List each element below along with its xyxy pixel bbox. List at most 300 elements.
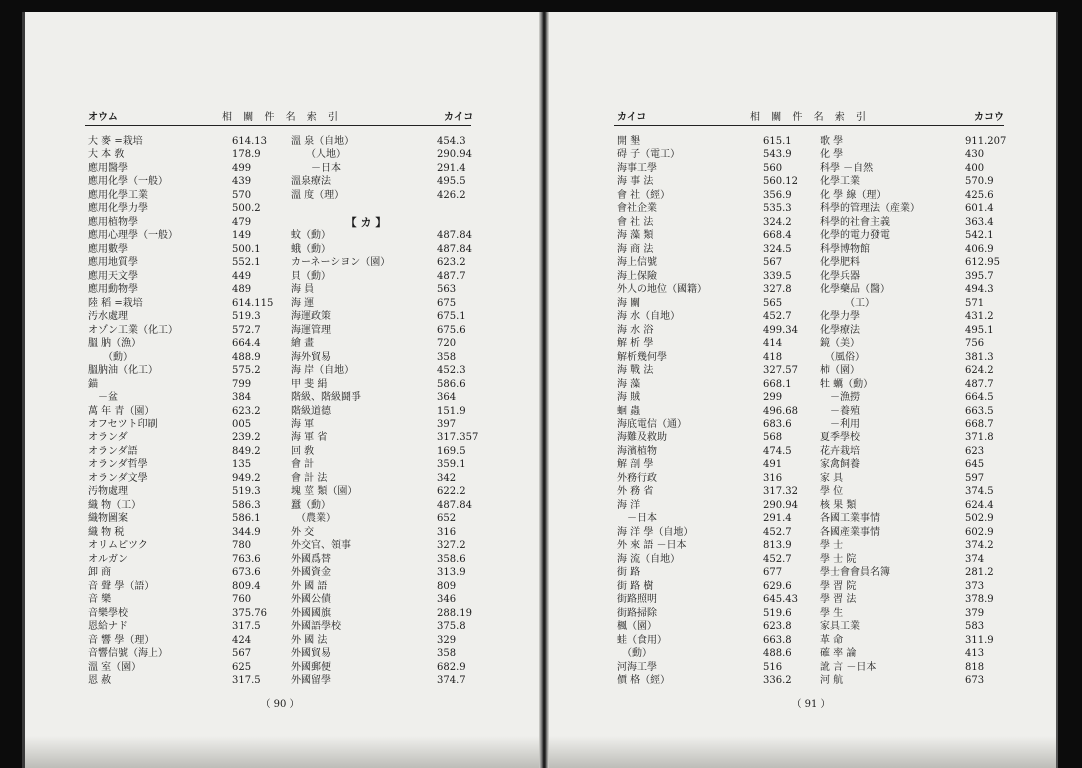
entry-value: 586.6 [437, 378, 466, 390]
entry-term: 牡 蠣（動） [820, 378, 874, 390]
entry-term: 海上信號 [617, 257, 657, 269]
entry-value: 623 [965, 445, 985, 457]
entry-value: 317.357 [437, 432, 479, 444]
entry-term: （動） [88, 351, 133, 363]
entry-value: 356.9 [763, 189, 792, 201]
index-entry [617, 540, 823, 552]
entry-value: 612.95 [965, 257, 1000, 269]
entry-value: 568 [763, 432, 783, 444]
index-entry [88, 581, 292, 593]
index-entry [291, 190, 497, 202]
entry-term: 街 路 [617, 567, 641, 579]
entry-term: オゾン工業（化工） [88, 324, 178, 336]
entry-term: 應用化學（一般） [88, 176, 168, 188]
index-entry [617, 648, 823, 660]
entry-term: 外 務 省 [617, 486, 654, 498]
index-entry [291, 406, 497, 418]
entry-term: 海濱植物 [617, 445, 657, 457]
index-entry [820, 379, 1025, 391]
index-entry [291, 311, 497, 323]
entry-term: 科學 －自然 [820, 162, 874, 174]
entry-value: 400 [965, 162, 985, 174]
index-entry [617, 554, 823, 566]
entry-term: 外務行政 [617, 472, 657, 484]
entry-term: 學士會會員名簿 [820, 567, 890, 579]
entry-value: 949.2 [232, 472, 261, 484]
index-entry [291, 446, 497, 458]
entry-term: 解析幾何學 [617, 351, 667, 363]
entry-value: 849.2 [232, 445, 261, 457]
index-entry [291, 298, 497, 310]
index-entry [820, 486, 1025, 498]
index-entry [820, 149, 1025, 161]
entry-term: 海 岸（自地） [291, 365, 355, 377]
index-entry [617, 136, 823, 148]
entry-value: 317.32 [763, 486, 798, 498]
index-entry [617, 392, 823, 404]
entry-value: 624.4 [965, 499, 994, 511]
index-entry [291, 432, 497, 444]
index-entry [617, 176, 823, 188]
entry-value: 374 [965, 553, 985, 565]
index-entry [291, 271, 497, 283]
index-entry [617, 190, 823, 202]
entry-value: 622.2 [437, 486, 466, 498]
entry-term: 海 員 [291, 284, 315, 296]
entry-term: 蛾（動） [291, 243, 331, 255]
entry-value: 425.6 [965, 189, 994, 201]
entry-value: 664.5 [965, 392, 994, 404]
entry-term: 會 社（經） [617, 189, 671, 201]
index-entry [88, 648, 292, 660]
entry-value: 673 [965, 675, 985, 686]
entry-term: 海 戰 法 [617, 365, 654, 377]
index-entry [820, 230, 1025, 242]
index-entry [88, 635, 292, 647]
entry-value: 487.84 [437, 243, 472, 255]
entry-term: 河海工學 [617, 661, 657, 673]
entry-value: 381.3 [965, 351, 994, 363]
entry-term: 陸 稻 =栽培 [88, 297, 143, 309]
entry-term: 河 航 [820, 675, 844, 686]
entry-term: 外國留學 [291, 675, 331, 686]
index-entry [820, 284, 1025, 296]
entry-value: 623.8 [763, 621, 792, 633]
entry-term: －日本 [291, 162, 341, 174]
entry-term: 學 習 院 [820, 580, 857, 592]
index-entry [88, 190, 292, 202]
entry-term: 蛙（食用） [617, 634, 667, 646]
index-entry [88, 149, 292, 161]
entry-term: 海事工學 [617, 162, 657, 174]
entry-term: －利用 [820, 418, 860, 430]
entry-value: 682.9 [437, 661, 466, 673]
entry-term: 外國郵便 [291, 661, 331, 673]
entry-value: 363.4 [965, 216, 994, 228]
entry-value: 488.9 [232, 351, 261, 363]
entry-value: 519.3 [232, 311, 261, 323]
entry-term: 外國國旗 [291, 607, 331, 619]
index-entry [820, 567, 1025, 579]
entry-term: 階級道德 [291, 405, 331, 417]
entry-value: 495.1 [965, 324, 994, 336]
entry-term: 家具工業 [820, 621, 860, 633]
entry-term: 價 格（經） [617, 675, 671, 686]
header-rule [85, 125, 471, 126]
entry-value: 336.2 [763, 675, 792, 686]
entry-value: 488.6 [763, 648, 792, 660]
entry-term: 大 麥 =栽培 [88, 136, 143, 147]
entry-term: 海運政策 [291, 311, 331, 323]
entry-value: 780 [232, 540, 252, 552]
entry-value: 329 [437, 634, 457, 646]
entry-value: 563 [437, 284, 457, 296]
entry-term: 音 響 學（理） [88, 634, 155, 646]
entry-term: 塊 莖 類（園） [291, 486, 358, 498]
entry-value: 439 [232, 176, 252, 188]
entry-term: （風俗） [820, 351, 865, 363]
entry-term: 海 水（自地） [617, 311, 681, 323]
index-entry [88, 176, 292, 188]
entry-term: 海 藻 [617, 378, 641, 390]
index-entry [617, 271, 823, 283]
index-entry [820, 419, 1025, 431]
entry-term: 應用化學力學 [88, 203, 148, 215]
entry-term: 海難及救助 [617, 432, 667, 444]
entry-term: 應用數學 [88, 243, 128, 255]
entry-value: 374.7 [437, 675, 466, 686]
entry-term: 碍 子（電工） [617, 149, 681, 161]
index-entry [820, 432, 1025, 444]
entry-value: 291.4 [763, 513, 792, 525]
index-entry [617, 203, 823, 215]
entry-term: 蚊（動） [291, 230, 331, 242]
index-entry [820, 594, 1025, 606]
entry-value: 414 [763, 338, 783, 350]
entry-term: 海運管理 [291, 324, 331, 336]
entry-value: 406.9 [965, 243, 994, 255]
entry-term: 應用地質學 [88, 257, 138, 269]
entry-term: 海底電信（通） [617, 418, 687, 430]
entry-term: 外 來 語 －日本 [617, 540, 687, 552]
index-entry [617, 298, 823, 310]
entry-value: 567 [763, 257, 783, 269]
index-entry [820, 325, 1025, 337]
index-entry [88, 230, 292, 242]
index-entry [88, 473, 292, 485]
entry-term: －養殖 [820, 405, 860, 417]
entry-value: 339.5 [763, 270, 792, 282]
entry-term: 海 洋 [617, 499, 641, 511]
entry-value: 375.8 [437, 621, 466, 633]
entry-value: 452.3 [437, 365, 466, 377]
entry-term: 楓（園） [617, 621, 657, 633]
page-number: （ 91 ） [791, 699, 831, 710]
entry-value: 673.6 [232, 567, 261, 579]
entry-term: 織 物（工） [88, 499, 142, 511]
entry-value: 452.7 [763, 526, 792, 538]
entry-value: 413 [965, 648, 985, 660]
entry-value: 005 [232, 418, 252, 430]
entry-term: 各國產業事情 [820, 526, 880, 538]
entry-term: 會社企業 [617, 203, 657, 215]
index-entry [617, 149, 823, 161]
entry-value: 479 [232, 216, 252, 228]
entry-term: 確 率 論 [820, 648, 857, 660]
entry-value: 346 [437, 594, 457, 606]
entry-value: 364 [437, 392, 457, 404]
entry-value: 760 [232, 594, 252, 606]
entry-term: 訛 言 －日本 [820, 661, 877, 673]
entry-term: －盆 [88, 392, 118, 404]
index-entry [88, 608, 292, 620]
entry-term: （動） [617, 648, 652, 660]
entry-term: 化學肥料 [820, 257, 860, 269]
index-entry [617, 230, 823, 242]
index-entry [820, 581, 1025, 593]
entry-value: 452.7 [763, 553, 792, 565]
index-entry [820, 540, 1025, 552]
entry-term: 外國資金 [291, 567, 331, 579]
entry-term: 蛔 蟲 [617, 405, 641, 417]
entry-value: 683.6 [763, 418, 792, 430]
index-entry [820, 675, 1025, 687]
entry-term: 應用心理學（一般） [88, 230, 178, 242]
entry-value: 500.2 [232, 203, 261, 215]
page-number: （ 90 ） [260, 699, 300, 710]
index-entry [617, 594, 823, 606]
entry-value: 809 [437, 580, 457, 592]
running-head-title: 相 關 件 名 索 引 [750, 112, 870, 123]
index-entry [291, 136, 497, 148]
index-entry [88, 365, 292, 377]
section-heading: 【 カ 】 [345, 215, 387, 229]
entry-term: オフセツト印刷 [88, 418, 158, 430]
index-entry [617, 527, 823, 539]
index-entry [291, 365, 497, 377]
entry-term: 恩 赦 [88, 675, 112, 686]
index-entry [291, 325, 497, 337]
index-entry [88, 513, 292, 525]
right-page [549, 12, 1056, 768]
entry-term: 化學療法 [820, 324, 860, 336]
entry-value: 324.2 [763, 216, 792, 228]
index-entry [88, 163, 292, 175]
entry-term: 革 命 [820, 634, 844, 646]
page-edge-right [1056, 12, 1058, 768]
entry-term: 化 學 線（理） [820, 189, 887, 201]
entry-value: 645.43 [763, 594, 798, 606]
entry-value: 799 [232, 378, 252, 390]
entry-term: 花卉栽培 [820, 445, 860, 457]
entry-term: 汚物處理 [88, 486, 128, 498]
entry-value: 763.6 [232, 553, 261, 565]
entry-term: 應用醫學 [88, 162, 128, 174]
entry-value: 499 [232, 162, 252, 174]
index-entry [88, 621, 292, 633]
entry-value: 374.2 [965, 540, 994, 552]
index-entry [291, 594, 497, 606]
entry-term: 會 社 法 [617, 216, 654, 228]
entry-value: 327.57 [763, 365, 798, 377]
index-entry [820, 662, 1025, 674]
entry-term: オランダ文學 [88, 472, 148, 484]
entry-value: 519.3 [232, 486, 261, 498]
entry-term: 科學博物館 [820, 243, 870, 255]
index-entry [617, 581, 823, 593]
index-entry [617, 352, 823, 364]
entry-term: 音 樂 [88, 594, 112, 606]
entry-value: 560.12 [763, 176, 798, 188]
index-entry [617, 257, 823, 269]
entry-value: 570 [232, 189, 252, 201]
entry-value: 552.1 [232, 257, 261, 269]
entry-term: オルガン [88, 553, 128, 565]
entry-value: 378.9 [965, 594, 994, 606]
index-entry [291, 257, 497, 269]
entry-term: 音樂學校 [88, 607, 128, 619]
entry-term: オリムピツク [88, 540, 148, 552]
running-head-left: オウム [88, 112, 118, 123]
header-rule [614, 125, 1004, 126]
entry-value: 623.2 [437, 257, 466, 269]
entry-term: 膃 肭（漁） [88, 338, 142, 350]
entry-value: 342 [437, 472, 457, 484]
entry-value: 316 [437, 526, 457, 538]
entry-value: 149 [232, 230, 252, 242]
entry-value: 614.13 [232, 136, 267, 147]
index-entry [291, 352, 497, 364]
entry-value: 601.4 [965, 203, 994, 215]
entry-value: 614.115 [232, 297, 274, 309]
index-entry [88, 325, 292, 337]
index-entry [291, 675, 497, 687]
entry-term: 科學的管理法（産業） [820, 203, 920, 215]
entry-term: 外國爲替 [291, 553, 331, 565]
index-entry [617, 608, 823, 620]
index-entry [291, 513, 497, 525]
running-head-left: カイコ [617, 112, 647, 123]
entry-value: 373 [965, 580, 985, 592]
entry-term: －日本 [617, 513, 657, 525]
entry-term: 外交官、領事 [291, 540, 351, 552]
index-entry [820, 513, 1025, 525]
entry-value: 500.1 [232, 243, 261, 255]
index-entry [88, 500, 292, 512]
entry-value: 169.5 [437, 445, 466, 457]
entry-term: 織物圖案 [88, 513, 128, 525]
entry-value: 379 [965, 607, 985, 619]
index-entry [820, 608, 1025, 620]
entry-term: 應用化學工業 [88, 189, 148, 201]
entry-value: 313.9 [437, 567, 466, 579]
index-entry [88, 379, 292, 391]
index-entry [88, 675, 292, 687]
entry-value: 818 [965, 661, 985, 673]
index-entry [617, 446, 823, 458]
entry-value: 625 [232, 661, 252, 673]
entry-term: －漁撈 [820, 392, 860, 404]
index-entry [291, 621, 497, 633]
index-entry [820, 621, 1025, 633]
entry-value: 487.7 [437, 270, 466, 282]
entry-value: 571 [965, 297, 985, 309]
index-entry [617, 338, 823, 350]
entry-value: 374.5 [965, 486, 994, 498]
entry-value: 597 [965, 472, 985, 484]
entry-term: 鏡（美） [820, 338, 860, 350]
entry-value: 135 [232, 459, 252, 471]
entry-term: 海 藻 類 [617, 230, 654, 242]
index-entry [88, 244, 292, 256]
entry-value: 516 [763, 661, 783, 673]
index-entry [291, 284, 497, 296]
index-entry [617, 163, 823, 175]
entry-value: 178.9 [232, 149, 261, 161]
index-entry [88, 257, 292, 269]
entry-value: 575.2 [232, 365, 261, 377]
entry-term: 外 交 [291, 526, 315, 538]
entry-value: 586.1 [232, 513, 261, 525]
entry-value: 299 [763, 392, 783, 404]
entry-value: 623.2 [232, 405, 261, 417]
entry-value: 663.8 [763, 634, 792, 646]
entry-term: 海 賊 [617, 392, 641, 404]
entry-term: オランダ哲學 [88, 459, 148, 471]
entry-value: 424 [232, 634, 252, 646]
entry-term: 甲 斐 絹 [291, 378, 328, 390]
index-entry [291, 486, 497, 498]
entry-term: （人地） [291, 149, 346, 161]
index-entry [617, 325, 823, 337]
entry-term: 溫泉療法 [291, 176, 331, 188]
entry-value: 675.1 [437, 311, 466, 323]
index-entry [820, 352, 1025, 364]
index-entry [820, 338, 1025, 350]
entry-value: 491 [763, 459, 783, 471]
index-entry [291, 648, 497, 660]
entry-value: 358 [437, 648, 457, 660]
entry-value: 431.2 [965, 311, 994, 323]
index-entry [291, 338, 497, 350]
index-entry [820, 554, 1025, 566]
entry-value: 489 [232, 284, 252, 296]
index-entry [88, 338, 292, 350]
entry-term: 學 士 院 [820, 553, 857, 565]
entry-value: 664.4 [232, 338, 261, 350]
entry-term: 會 計 [291, 459, 315, 471]
index-entry [820, 406, 1025, 418]
entry-term: 學 習 法 [820, 594, 857, 606]
index-entry [617, 500, 823, 512]
index-entry [291, 500, 497, 512]
index-entry [291, 662, 497, 674]
entry-value: 487.84 [437, 230, 472, 242]
entry-term: 解 剖 學 [617, 459, 654, 471]
index-entry [291, 244, 497, 256]
entry-value: 281.2 [965, 567, 994, 579]
entry-term: 汚水處理 [88, 311, 128, 323]
index-entry [617, 379, 823, 391]
entry-term: 化學的電力發電 [820, 230, 890, 242]
index-entry [291, 554, 497, 566]
entry-term: 化 學 [820, 149, 844, 161]
index-entry [617, 486, 823, 498]
entry-value: 290.94 [763, 499, 798, 511]
index-entry [617, 662, 823, 674]
entry-value: 311.9 [965, 634, 994, 646]
index-entry [617, 473, 823, 485]
